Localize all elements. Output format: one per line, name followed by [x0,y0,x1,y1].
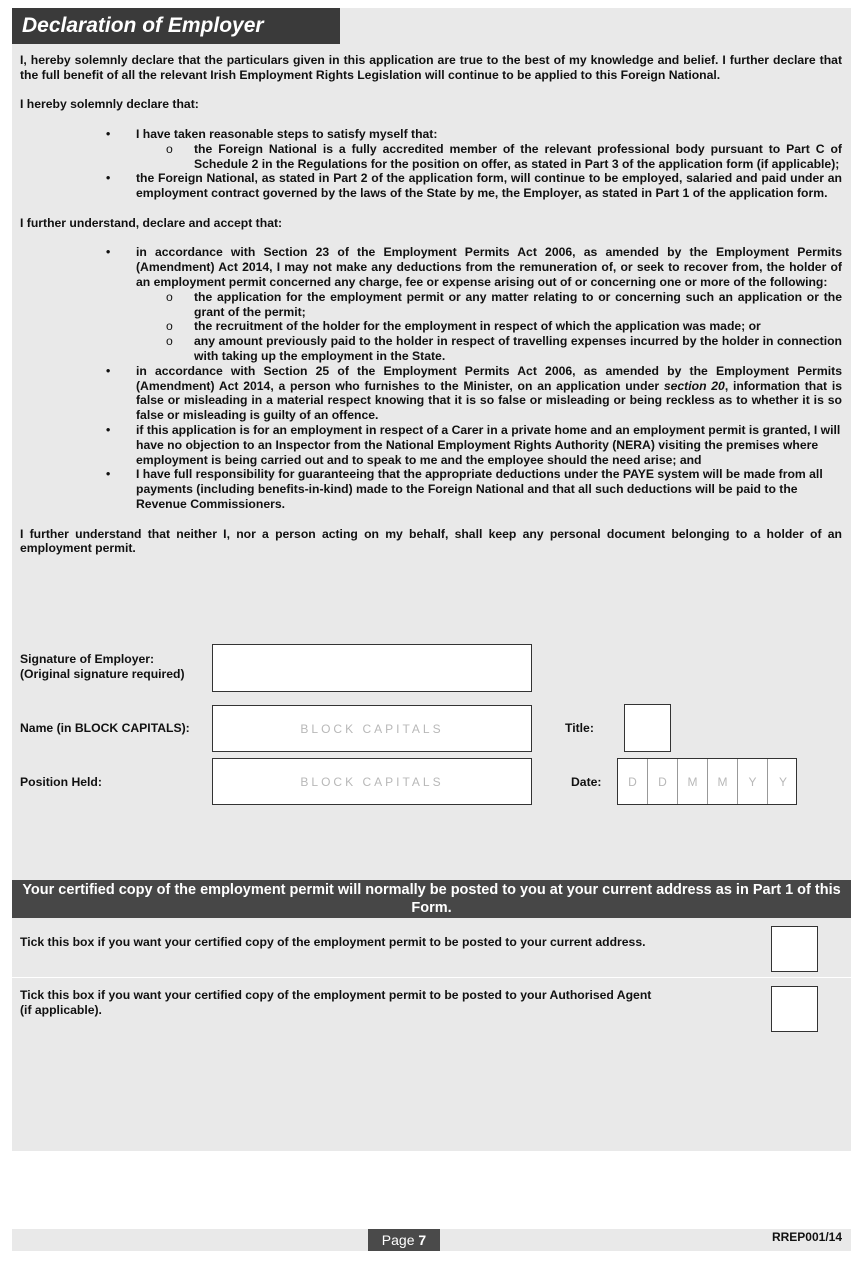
signature-label: Signature of Employer: (Original signature required) [20,652,185,681]
form-code: RREP001/14 [771,1230,842,1244]
list-item: • I have full responsibility for guaranteeing that the appropriate deductions under the PAYE system will be made from all payments (including benefits-in-kind) made to the Foreign National and that all such deductions will be paid to the Revenue Commissioners. [106,467,823,511]
intro-paragraph: I, hereby solemnly declare that the particulars given in this application are true to the best of my knowledge and belief. I further declare that the full benefit of all the relevant Irish Employment Rights Legislation will continue to be applied to this Foreign National. [20,53,842,82]
date-label: Date: [571,775,602,789]
date-cell-day[interactable]: D [648,759,678,805]
sub-list-item: o the application for the employment permit or any matter relating to or concerning such an application or the grant of the permit; [166,289,842,319]
position-placeholder: BLOCK CAPITALS [300,774,444,789]
sub-list-item: o the recruitment of the holder for the employment in respect of which the application was made; or [166,319,761,334]
date-cell-day[interactable]: D [618,759,648,805]
title-input[interactable] [624,704,671,752]
list-item: • the Foreign National, as stated in Part 2 of the application form, will continue to be employed, salaried and paid under an employment contract governed by the laws of the State by me, the Employer, as stated in Part 1 of the application form. [106,171,842,201]
position-input[interactable] [212,758,532,805]
name-input[interactable] [212,705,532,752]
circle-bullet-icon: o [166,141,173,156]
divider [12,977,851,978]
bullet-icon: • [106,126,111,141]
bullet-icon: • [106,171,111,186]
bullet-icon: • [106,245,111,260]
date-input[interactable] [617,758,797,805]
page-title: Declaration of Employer [12,8,340,44]
current-address-checkbox[interactable] [771,926,818,972]
title-label: Title: [565,721,594,735]
bullet-icon: • [106,422,111,437]
list-item: • in accordance with Section 25 of the Employment Permits Act 2006, as amended by the Employment Permits (Amendment) Act 2014, a person who furnishes to the Minister, on an application under section 20, information that is false or misleading in a material respect knowing that it is so false or misleading or being reckless as to whether it is so false or misleading is guilty of an offence. [106,363,842,423]
bullet-icon: • [106,363,111,378]
name-placeholder: BLOCK CAPITALS [300,721,444,736]
page-number-badge: Page 7 [368,1229,440,1251]
agent-address-label: Tick this box if you want your certified copy of the employment permit to be posted to your Authorised Agent (if applicable). [20,988,652,1017]
signature-field[interactable] [212,644,532,692]
current-address-label: Tick this box if you want your certified copy of the employment permit to be posted to your current address. [20,935,646,949]
declaration-text [20,53,842,556]
date-cell-year[interactable]: Y [778,775,787,789]
accept-heading: I further understand, declare and accept that: [20,215,283,230]
closing-paragraph: I further understand that neither I, nor a person acting on my behalf, shall keep any personal document belonging to a holder of an employment permit. [20,526,842,556]
agent-address-checkbox[interactable] [771,986,818,1032]
date-cell-month[interactable]: M [708,759,738,805]
postal-banner: Your certified copy of the employment permit will normally be posted to you at your current address as in Part 1 of this Form. [12,880,851,918]
circle-bullet-icon: o [166,334,173,349]
solemn-heading: I hereby solemnly declare that: [20,97,199,112]
list-item: • I have taken reasonable steps to satisfy myself that: [106,126,438,141]
bullet-icon: • [106,467,111,482]
circle-bullet-icon: o [166,289,173,304]
circle-bullet-icon: o [166,319,173,334]
list-item: • if this application is for an employment in respect of a Carer in a private home and an employment permit is granted, I will have no objection to an Inspector from the National Employment Rights Authority (NERA) visiting the premises where employment is being carried out and to speak to me and the employee should the need arise; and [106,422,841,467]
sub-list-item: o any amount previously paid to the holder in respect of travelling expenses incurred by the holder in connection with taking up the employment in the State. [166,334,842,363]
date-cell-month[interactable]: M [678,759,708,805]
name-label: Name (in BLOCK CAPITALS): [20,721,190,735]
position-label: Position Held: [20,775,102,789]
sub-list-item: o the Foreign National is a fully accredited member of the relevant professional body pursuant to Part C of Schedule 2 in the Regulations for the position on offer, as stated in Part 3 of the application form (if applicable); [166,141,842,171]
list-item: • in accordance with Section 23 of the Employment Permits Act 2006, as amended by the Employment Permits (Amendment) Act 2014, I may not make any deductions from the remuneration of, or seek to recover from, the holder of an employment permit concerned any charge, fee or expense arising out of or concerning one or more of the following: [106,245,842,289]
date-cell-year[interactable]: Y [738,759,768,805]
